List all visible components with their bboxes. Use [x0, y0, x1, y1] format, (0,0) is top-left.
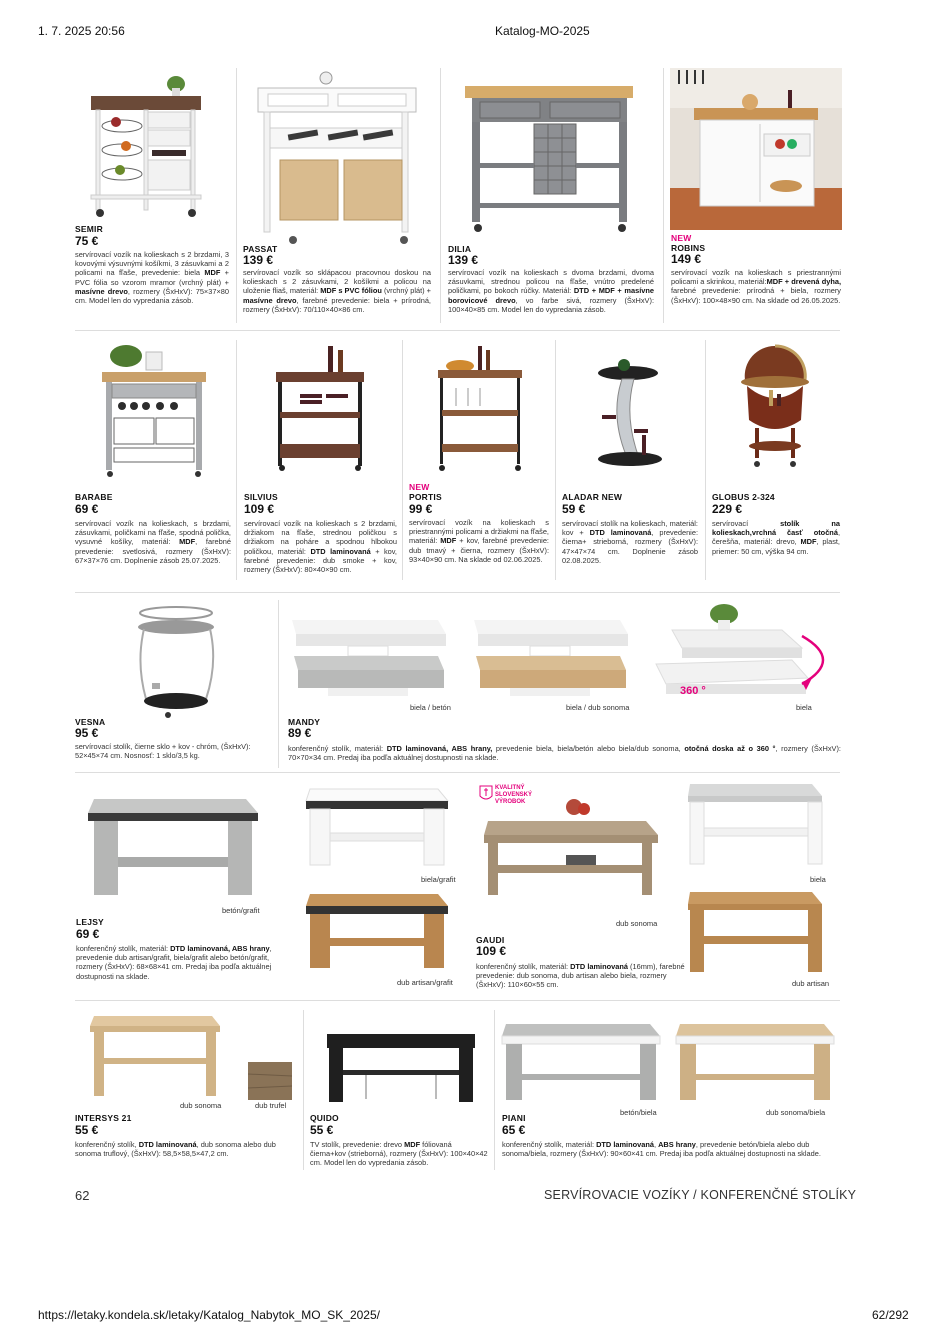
portis-new-badge: NEW [409, 482, 430, 492]
mandy-caption-concrete: biela / betón [410, 703, 451, 712]
barabe-description: servírovací vozík na kolieskach, s brzdami, zásuvkami, poličkami na fľaše, spodná polička, vysuvné košíky, materiál: MDF, farebné prevedenie: svetlosivá, rozmery (ŠxHxV): 67×37×76 cm. Doplnenie zásob 25.07.2025. [75, 519, 231, 565]
mandy-description: konferenčný stolík, materiál: DTD laminovaná, ABS hrany, prevedenie biela, biela/betón alebo biela/dub sonoma, otočná doska až o 360 °, rozmery (ŠxHxV): 70×70×34 cm. Predaj iba podľa aktuálnej dostupnosti na sklade. [288, 744, 841, 763]
gaudi-photo-sonoma [482, 795, 662, 899]
print-title: Katalog-MO-2025 [495, 24, 590, 38]
semir-photo [86, 70, 211, 220]
passat-price: 139 € [243, 253, 274, 267]
divider [236, 68, 237, 323]
lejsy-photo-white [302, 785, 452, 873]
portis-name-text: PORTIS [409, 492, 442, 502]
mandy-caption-sonoma: biela / dub sonoma [566, 703, 630, 712]
semir-description: servírovací vozík na kolieskach s 2 brzdami, 3 kovovými výsuvnými košíkmi, 3 zásuvkami a 2 policami na fľaše, prevedenie: biela MDF + PVC fólia so vzorom mramor (vrchný plát) + masívne drevo, rozmery (ŠxHxV): 75×37×80 cm. Model len do vypredania zásob. [75, 250, 230, 306]
intersys-photo [88, 1012, 228, 1100]
intersys-description: konferenčný stolík, DTD laminovaná, dub sonoma alebo dub sonoma truflový, (ŠxHxV): 58,5×58,5×47,2 cm. [75, 1140, 276, 1159]
mandy-photo-white [652, 596, 842, 704]
lejsy-photo-concrete [86, 795, 266, 903]
globus-name: GLOBUS 2-324 [712, 492, 775, 502]
globus-photo [735, 340, 815, 478]
semir-price: 75 € [75, 234, 99, 248]
mandy-price: 89 € [288, 726, 312, 740]
piani-photo-concrete [500, 1020, 665, 1108]
quido-description: TV stolík, prevedenie: drevo MDF fóliovaná čierna+kov (strieborná), rozmery (ŠxHxV): 100×40×42 cm. Model len do vypredania zásob. [310, 1140, 488, 1168]
print-datetime: 1. 7. 2025 20:56 [38, 24, 125, 38]
mandy-photo-sonoma [470, 612, 632, 704]
aladar-name: ALADAR NEW [562, 492, 623, 502]
portis-description: servírovací vozík na kolieskach s priestrannými policami a držiakmi na fľaše, materiál: MDF + kov, farebné prevedenie: dub tmavý + čierna, rozmery (ŠxHxV): 93×40×90 cm. Na sklade od 02.06.2025. [409, 518, 549, 564]
intersys-caption-trufel: dub trufel [255, 1101, 287, 1110]
print-url[interactable]: https://letaky.kondela.sk/letaky/Katalog_Nabytok_MO_SK_2025/ [38, 1308, 380, 1322]
mandy-name: MANDY [288, 717, 321, 727]
piani-caption-concrete: betón/biela [620, 1108, 657, 1117]
divider [555, 340, 556, 580]
quido-name: QUIDO [310, 1113, 339, 1123]
gaudi-caption-sonoma: dub sonoma [616, 919, 658, 928]
intersys-name: INTERSYS 21 [75, 1113, 132, 1123]
divider [75, 772, 840, 773]
vesna-photo [132, 603, 222, 721]
gaudi-name: GAUDI [476, 935, 505, 945]
piani-name: PIANI [502, 1113, 526, 1123]
divider [75, 330, 840, 331]
lejsy-name: LEJSY [76, 917, 104, 927]
silvius-price: 109 € [244, 502, 275, 516]
lejsy-photo-artisan [302, 890, 452, 974]
divider [75, 592, 840, 593]
page-number: 62 [75, 1188, 90, 1203]
lejsy-caption-artisan: dub artisan/grafit [397, 978, 453, 987]
gaudi-caption-white: biela [810, 875, 826, 884]
dilia-photo [460, 78, 640, 238]
aladar-price: 59 € [562, 502, 586, 516]
quido-price: 55 € [310, 1123, 334, 1137]
vesna-description: servírovací stolík, čierne sklo + kov - chróm, (ŠxHxV): 52×45×74 cm. Nosnosť: 1 sklo/3,5 kg. [75, 742, 251, 761]
portis-price: 99 € [409, 502, 433, 516]
vesna-price: 95 € [75, 726, 99, 740]
intersys-swatch-trufel [248, 1062, 292, 1100]
aladar-photo [590, 345, 670, 475]
gaudi-price: 109 € [476, 944, 507, 958]
barabe-name: BARABE [75, 492, 113, 502]
section-title: SERVÍROVACIE VOZÍKY / KONFERENČNÉ STOLÍKY [544, 1188, 857, 1202]
divider [303, 1010, 304, 1170]
vesna-name: VESNA [75, 717, 106, 727]
barabe-price: 69 € [75, 502, 99, 516]
lejsy-caption-concrete: betón/grafit [222, 906, 260, 915]
passat-description: servírovací vozík so sklápacou pracovnou doskou na kolieskach s 2 zásuvkami, 2 košíkmi a policou na uloženie fliaš, materiál: MDF s PVC fóliou (vrchný plát) + masívne drevo, farebné prevedenie: biela + prírodná, rozmery (ŠxHxV): 70/110×40×86 cm. [243, 268, 431, 314]
divider [236, 340, 237, 580]
gaudi-caption-artisan: dub artisan [792, 979, 830, 988]
robins-new-badge: NEW [671, 233, 692, 243]
gaudi-photo-white [686, 778, 828, 874]
lejsy-description: konferenčný stolík, materiál: DTD laminovaná, ABS hrany, prevedenie dub artisan/grafit, biela/grafit alebo betón/grafit, rozmery (ŠxHxV): 68×68×41 cm. Predaj iba podľa aktuálnej dostupnosti na sklade. [76, 944, 272, 981]
dilia-description: servírovací vozík na kolieskach s dvoma brzdami, dvoma zásuvkami, strednou policou na fľaše, vnútro predelené poličkami, po bokoch rúčky. Materiál: DTD + MDF + masívne borovicové drevo, vo farbe sivá, rozmery (ŠxHxV): 100×40×85 cm. Model len do vypredania zásob. [448, 268, 655, 314]
lejsy-caption-white: biela/grafit [421, 875, 456, 884]
mandy-photo-concrete [288, 612, 450, 704]
piani-description: konferenčný stolík, materiál: DTD laminovaná, ABS hrany, prevedenie betón/biela alebo dub sonoma/biela, rozmery (ŠxHxV): 90×60×41 cm. Predaj iba podľa aktuálnej dostupnosti na sklade. [502, 1140, 821, 1159]
piani-price: 65 € [502, 1123, 526, 1137]
robins-photo [670, 68, 842, 230]
passat-photo [248, 70, 428, 245]
mandy-rotation-label: 360 ° [680, 685, 706, 697]
gaudi-description: konferenčný stolík, materiál: DTD laminovaná (16mm), farebné prevedenie: dub sonoma, dub artisan alebo biela, rozmery (ŠxHxV): 110×60×55 cm. [476, 962, 685, 990]
portis-photo [432, 340, 528, 476]
print-page-count: 62/292 [872, 1308, 909, 1322]
silvius-description: servírovací vozík na kolieskach s 2 brzdami, držiakom na fľaše, strednou poličkou s držiakom na poháre a spodnou hlbokou poličkou, materiál: DTD laminovaná + kov, farebné prevedenie: dub smoke + kov, rozmery (ŠxHxV): 80×40×90 cm. [244, 519, 397, 575]
globus-price: 229 € [712, 502, 743, 516]
lejsy-price: 69 € [76, 927, 100, 941]
robins-price: 149 € [671, 252, 702, 266]
intersys-price: 55 € [75, 1123, 99, 1137]
divider [402, 340, 403, 580]
divider [663, 68, 664, 323]
dilia-name: DILIA [448, 244, 472, 254]
robins-description: servírovací vozík na kolieskach s priestrannými policami a skrinkou, materiál:MDF + drevená dyha, farebné prevedenie: prírodná + biela, rozmery (ŠxHxV): 100×48×90 cm. Na sklade od 26.05.2025. [671, 268, 841, 305]
dilia-price: 139 € [448, 253, 479, 267]
robins-name [671, 233, 705, 253]
quido-photo [325, 1032, 477, 1110]
intersys-caption-sonoma: dub sonoma [180, 1101, 222, 1110]
divider [75, 1000, 840, 1001]
silvius-name: SILVIUS [244, 492, 278, 502]
piani-photo-sonoma [674, 1020, 839, 1108]
passat-name: PASSAT [243, 244, 278, 254]
divider [440, 68, 441, 323]
aladar-description: servírovací stolík na kolieskach, materiál: kov + DTD laminovaná, prevedenie: čierna+ strieborná, rozmery (ŠxHxV): 47×47×74 cm. Doplnenie zásob 02.08.2025. [562, 519, 698, 565]
globus-description: servírovací stolík na kolieskach,vrchná časť otočná, čerešňa, materiál: drevo, MDF, plast, priemer: 50 cm, výška 94 cm. [712, 519, 840, 556]
silvius-photo [270, 340, 370, 475]
barabe-photo [98, 342, 208, 478]
semir-name: SEMIR [75, 224, 103, 234]
gaudi-photo-artisan [686, 886, 828, 978]
portis-name [409, 482, 442, 502]
piani-caption-sonoma: dub sonoma/biela [766, 1108, 826, 1117]
mandy-caption-white: biela [796, 703, 812, 712]
gaudi-quality-badge: KVALITNÝ SLOVENSKÝ VÝROBOK [495, 785, 533, 805]
divider [705, 340, 706, 580]
divider [494, 1010, 495, 1170]
divider [278, 600, 279, 768]
robins-name-text: ROBINS [671, 243, 706, 253]
